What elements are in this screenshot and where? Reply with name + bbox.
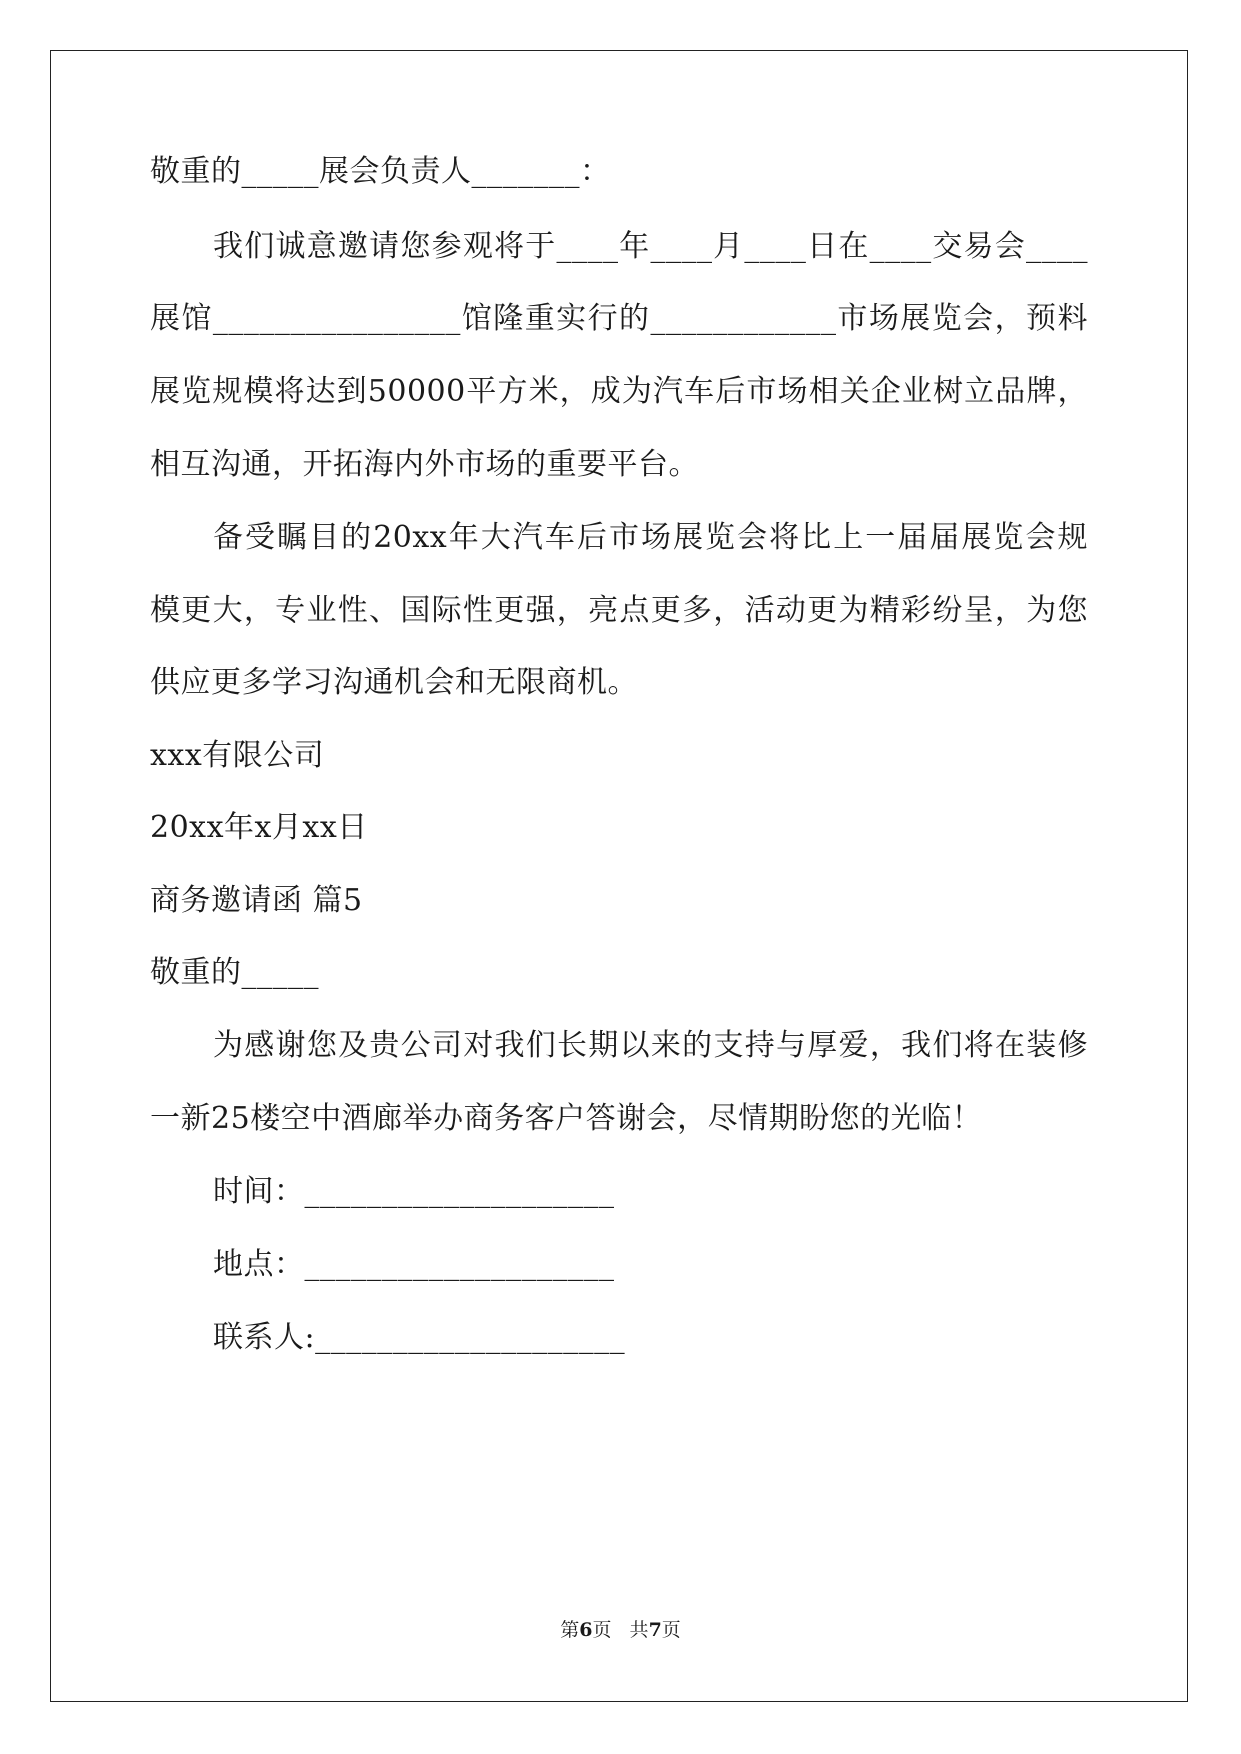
paragraph-line: 一新25楼空中酒廊举办商务客户答谢会，尽情期盼您的光临！: [150, 1101, 983, 1136]
page-mid: 页 共: [592, 1619, 649, 1641]
paragraph-line: 备受瞩目的20xx年大汽车后市场展览会将比上一届届展览会规: [213, 520, 1088, 555]
salutation-line: 敬重的_____: [150, 955, 319, 990]
page-suffix: 页: [661, 1619, 681, 1641]
page-frame: [50, 50, 1188, 1702]
page-footer: [0, 1618, 1241, 1642]
company-name: xxx有限公司: [150, 738, 325, 773]
paragraph-line: 模更大，专业性、国际性更强，亮点更多，活动更为精彩纷呈，为您: [150, 593, 1088, 628]
letter-date: 20xx年x月xx日: [150, 810, 368, 845]
paragraph-line: 展馆________________馆隆重实行的____________市场展览会，预料: [150, 301, 1088, 336]
paragraph-line: 为感谢您及贵公司对我们长期以来的支持与厚爱，我们将在装修: [213, 1028, 1088, 1063]
location-field-line: 地点：____________________: [213, 1247, 615, 1282]
paragraph-line: 我们诚意邀请您参观将于____年____月____日在____交易会____: [213, 229, 1088, 264]
page-prefix: 第: [560, 1619, 580, 1641]
section-title: 商务邀请函 篇5: [150, 883, 363, 918]
time-field-line: 时间：____________________: [213, 1174, 615, 1209]
paragraph-line: 供应更多学习沟通机会和无限商机。: [150, 665, 638, 700]
page-current: 6: [579, 1619, 593, 1641]
page-total: 7: [648, 1619, 662, 1641]
paragraph-line: 展览规模将达到50000平方米，成为汽车后市场相关企业树立品牌，: [150, 374, 1088, 409]
paragraph-line: 相互沟通，开拓海内外市场的重要平台。: [150, 447, 699, 482]
contact-field-line: 联系人:____________________: [213, 1320, 626, 1355]
salutation-line: 敬重的_____展会负责人_______：: [150, 154, 611, 189]
